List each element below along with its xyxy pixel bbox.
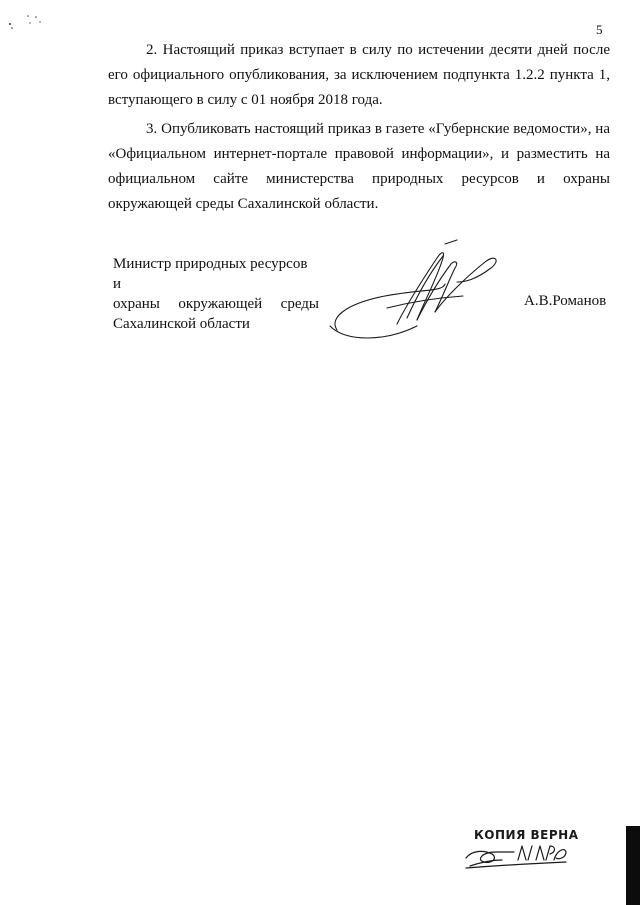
paragraph-2 <box>108 38 610 113</box>
position-line-1: Министр природных ресурсов и <box>113 256 308 292</box>
handwritten-signature <box>325 238 505 348</box>
page-number: 5 <box>596 22 603 37</box>
paragraph-2-text: 2. Настоящий приказ вступает в силу по истечении десяти дней после его официального опубликования, за исключением подпункта 1.2.2 пункта 1, вступающего в силу с 01 ноября 2018 года. <box>108 42 610 108</box>
position-line-2-right: среды <box>280 296 319 312</box>
signer-name: А.В.Романов <box>524 293 607 309</box>
scan-specks <box>6 10 46 32</box>
position-line-2 <box>113 294 319 314</box>
stamp-signature <box>462 838 572 870</box>
signer-position <box>113 254 319 334</box>
scan-edge-bar <box>626 826 640 905</box>
paragraph-3 <box>108 117 610 217</box>
position-line-2-middle: окружающей <box>178 296 263 312</box>
position-line-2-left: охраны <box>113 296 160 312</box>
position-line-3: Сахалинской области <box>113 316 250 332</box>
paragraph-3-text: 3. Опубликовать настоящий приказ в газете «Губернские ведомости», на «Официальном интернет-портале правовой информации», и разместить на официальном сайте министерства природных ресурсов и охраны окружающей среды Сахалинской области. <box>108 121 610 212</box>
copy-stamp-label: КОПИЯ ВЕРНА <box>474 828 579 842</box>
